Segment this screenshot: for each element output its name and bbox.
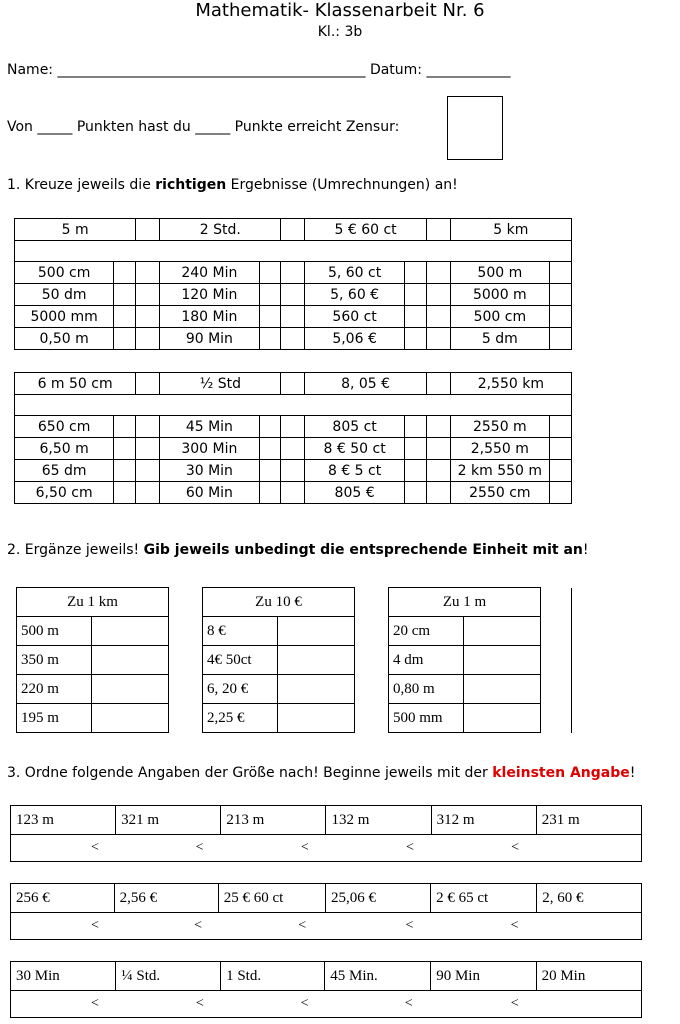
task3-value-cell: 132 m [326, 806, 431, 835]
less-than-sign: < [510, 918, 519, 933]
task2-given-value: 4€ 50ct [203, 646, 278, 675]
column-gap [355, 675, 389, 704]
task2-header-cell: Zu 1 km [17, 588, 169, 617]
task2-answer-cell[interactable] [278, 646, 355, 675]
column-gap [541, 704, 572, 733]
task1-value-cell: 2,550 m [450, 438, 549, 460]
task1-row [15, 284, 572, 306]
task3-value-cell: 312 m [431, 806, 536, 835]
column-gap [281, 416, 305, 438]
task3-answer-cell[interactable] [221, 991, 325, 1018]
task1-value-cell: 50 dm [15, 284, 114, 306]
column-gap [169, 588, 203, 617]
task1-value-cell: 500 cm [15, 262, 114, 284]
column-gap [281, 328, 305, 350]
task2-answer-cell[interactable] [464, 675, 541, 704]
checkbox-cell[interactable] [549, 482, 571, 504]
task1-row [15, 438, 572, 460]
checkbox-cell[interactable] [404, 460, 426, 482]
task3-value-cell: 2,56 € [114, 884, 218, 913]
task3-answer-cell[interactable] [431, 835, 536, 862]
task1-table-2 [14, 372, 572, 504]
checkbox-cell[interactable] [259, 306, 281, 328]
date-label: Datum: [369, 62, 423, 78]
checkbox-cell[interactable] [114, 328, 136, 350]
less-than-sign: < [404, 996, 413, 1011]
task3-answer-cell[interactable] [431, 913, 537, 940]
task1-row [15, 328, 572, 350]
checkbox-cell[interactable] [114, 438, 136, 460]
task2-instruction: 2. Ergänze jeweils! Gib jeweils unbedingt die entsprechende Einheit mit an! [7, 542, 589, 558]
checkbox-cell[interactable] [259, 460, 281, 482]
task2-answer-cell[interactable] [278, 675, 355, 704]
task3-answer-row [11, 991, 642, 1018]
less-than-sign: < [405, 840, 414, 855]
column-gap [136, 219, 160, 241]
task2-answer-cell[interactable] [464, 646, 541, 675]
task1-value-cell: 180 Min [160, 306, 259, 328]
task1-header-cell: 5 km [450, 219, 571, 241]
name-label: Name: [7, 62, 54, 78]
task1-value-cell: 5, 60 € [305, 284, 404, 306]
task3-answer-cell[interactable] [326, 835, 431, 862]
less-than-sign: < [91, 996, 99, 1011]
task1-value-cell: 0,50 m [15, 328, 114, 350]
column-gap [136, 306, 160, 328]
task1-header-cell: 5 m [15, 219, 136, 241]
task1-value-cell: 2550 m [450, 416, 549, 438]
task1-table-1 [14, 218, 572, 350]
task2-answer-cell[interactable] [464, 704, 541, 733]
column-gap [281, 438, 305, 460]
task3-answer-cell[interactable] [218, 913, 325, 940]
task1-value-cell: 240 Min [160, 262, 259, 284]
checkbox-cell[interactable] [549, 460, 571, 482]
task1-value-cell: 30 Min [160, 460, 259, 482]
less-than-sign: < [195, 840, 204, 855]
less-than-sign: < [91, 840, 99, 855]
column-gap [169, 617, 203, 646]
task2-answer-cell[interactable] [92, 646, 169, 675]
task1-header-cell: 2 Std. [160, 219, 281, 241]
column-gap [355, 617, 389, 646]
checkbox-cell[interactable] [114, 482, 136, 504]
task3-answer-cell[interactable] [11, 913, 115, 940]
task2-given-value: 4 dm [389, 646, 464, 675]
column-gap [355, 588, 389, 617]
task1-value-cell: 560 ct [305, 306, 404, 328]
grade-box[interactable] [447, 96, 503, 160]
task1-value-cell: 2550 cm [450, 482, 549, 504]
task2-table [16, 587, 572, 733]
less-than-sign: < [195, 996, 204, 1011]
task1-value-cell: 805 € [305, 482, 404, 504]
checkbox-cell[interactable] [259, 416, 281, 438]
task1-header-cell: ½ Std [160, 373, 281, 395]
column-gap [136, 416, 160, 438]
task1-value-cell: 8 € 50 ct [305, 438, 404, 460]
task1-value-cell: 65 dm [15, 460, 114, 482]
task1-row [15, 482, 572, 504]
column-gap [426, 306, 450, 328]
checkbox-cell[interactable] [114, 460, 136, 482]
worksheet-title: Mathematik- Klassenarbeit Nr. 6 [195, 0, 485, 21]
column-gap [426, 416, 450, 438]
task2-given-value: 2,25 € [203, 704, 278, 733]
task1-row [15, 262, 572, 284]
task2-header-cell: Zu 10 € [203, 588, 355, 617]
column-gap [136, 438, 160, 460]
task3-answer-cell[interactable] [537, 913, 642, 940]
checkbox-cell[interactable] [404, 416, 426, 438]
task3-value-cell: 321 m [116, 806, 221, 835]
checkbox-cell[interactable] [404, 482, 426, 504]
task3-answer-cell[interactable] [325, 991, 431, 1018]
task1-value-cell: 6,50 cm [15, 482, 114, 504]
task1-value-cell: 45 Min [160, 416, 259, 438]
task2-row [17, 704, 572, 733]
checkbox-cell[interactable] [549, 262, 571, 284]
task3-value-cell: 2, 60 € [537, 884, 642, 913]
task3-answer-cell[interactable] [325, 913, 430, 940]
column-gap [136, 328, 160, 350]
checkbox-cell[interactable] [404, 284, 426, 306]
task2-given-value: 8 € [203, 617, 278, 646]
task1-row [15, 416, 572, 438]
spacer-cell [15, 241, 572, 262]
column-gap [426, 373, 450, 395]
task3-values-row [11, 806, 642, 835]
task1-value-cell: 805 ct [305, 416, 404, 438]
checkbox-cell[interactable] [404, 262, 426, 284]
checkbox-cell[interactable] [259, 284, 281, 306]
task3-value-cell: 231 m [536, 806, 641, 835]
column-gap [281, 219, 305, 241]
checkbox-cell[interactable] [259, 482, 281, 504]
task1-value-cell: 8 € 5 ct [305, 460, 404, 482]
checkbox-cell[interactable] [404, 328, 426, 350]
task2-given-value: 500 m [17, 617, 92, 646]
checkbox-cell[interactable] [549, 438, 571, 460]
task1-value-cell: 60 Min [160, 482, 259, 504]
column-gap [281, 262, 305, 284]
task1-value-cell: 90 Min [160, 328, 259, 350]
column-gap [426, 284, 450, 306]
column-gap [355, 704, 389, 733]
checkbox-cell[interactable] [259, 262, 281, 284]
task2-given-value: 195 m [17, 704, 92, 733]
less-than-sign: < [300, 840, 309, 855]
column-gap [426, 460, 450, 482]
task3-value-cell: 2 € 65 ct [431, 884, 537, 913]
task3-answer-cell[interactable] [221, 835, 326, 862]
task2-given-value: 350 m [17, 646, 92, 675]
task1-row [15, 460, 572, 482]
task2-row [17, 646, 572, 675]
task3-table-1 [10, 805, 642, 862]
task1-value-cell: 500 m [450, 262, 549, 284]
task1-value-cell: 120 Min [160, 284, 259, 306]
task2-given-value: 0,80 m [389, 675, 464, 704]
task3-answer-cell[interactable] [11, 835, 116, 862]
task3-answer-cell[interactable] [536, 835, 641, 862]
task1-value-cell: 5,06 € [305, 328, 404, 350]
column-gap [426, 438, 450, 460]
task1-value-cell: 500 cm [450, 306, 549, 328]
column-gap [281, 482, 305, 504]
task3-instruction: 3. Ordne folgende Angaben der Größe nach! Beginne jeweils mit der kleinsten Angabe! [7, 765, 636, 781]
checkbox-cell[interactable] [404, 306, 426, 328]
task3-value-cell: 25,06 € [325, 884, 430, 913]
task1-header-row [15, 219, 572, 241]
task1-value-cell: 5 dm [450, 328, 549, 350]
column-gap [281, 460, 305, 482]
task3-table-2 [10, 883, 642, 940]
less-than-sign: < [194, 918, 203, 933]
column-gap [136, 482, 160, 504]
task3-value-cell: ¼ Std. [116, 962, 221, 991]
task1-value-cell: 5000 mm [15, 306, 114, 328]
task3-table-3 [10, 961, 642, 1018]
column-gap [541, 588, 572, 617]
task1-header-cell: 2,550 km [450, 373, 571, 395]
column-gap [426, 328, 450, 350]
task2-answer-cell[interactable] [92, 675, 169, 704]
task3-value-cell: 256 € [11, 884, 115, 913]
column-gap [169, 646, 203, 675]
task2-answer-cell[interactable] [278, 704, 355, 733]
column-gap [426, 262, 450, 284]
column-gap [426, 482, 450, 504]
column-gap [281, 306, 305, 328]
task3-answer-cell[interactable] [114, 913, 218, 940]
column-gap [136, 284, 160, 306]
checkbox-cell[interactable] [549, 306, 571, 328]
task2-row [17, 617, 572, 646]
task1-value-cell: 2 km 550 m [450, 460, 549, 482]
task1-value-cell: 5000 m [450, 284, 549, 306]
task3-answer-row [11, 913, 642, 940]
task1-instruction: 1. Kreuze jeweils die richtigen Ergebnisse (Umrechnungen) an! [7, 177, 458, 193]
task2-header-row [17, 588, 572, 617]
task3-value-cell: 90 Min [431, 962, 536, 991]
task2-answer-cell[interactable] [278, 617, 355, 646]
task3-values-row [11, 962, 642, 991]
task2-given-value: 500 mm [389, 704, 464, 733]
checkbox-cell[interactable] [549, 328, 571, 350]
column-gap [541, 646, 572, 675]
task1-value-cell: 5, 60 ct [305, 262, 404, 284]
task3-answer-cell[interactable] [11, 991, 116, 1018]
task1-header-row [15, 373, 572, 395]
checkbox-cell[interactable] [549, 416, 571, 438]
task1-value-cell: 6,50 m [15, 438, 114, 460]
task1-spacer-row [15, 241, 572, 262]
column-gap [541, 675, 572, 704]
column-gap [355, 646, 389, 675]
less-than-sign: < [298, 918, 307, 933]
task3-value-cell: 213 m [221, 806, 326, 835]
task3-answer-row [11, 835, 642, 862]
column-gap [136, 262, 160, 284]
task1-value-cell: 650 cm [15, 416, 114, 438]
task2-answer-cell[interactable] [92, 617, 169, 646]
task1-value-cell: 300 Min [160, 438, 259, 460]
checkbox-cell[interactable] [114, 262, 136, 284]
task2-row [17, 675, 572, 704]
checkbox-cell[interactable] [549, 284, 571, 306]
task1-header-cell: 8, 05 € [305, 373, 426, 395]
task3-answer-cell[interactable] [116, 835, 221, 862]
column-gap [136, 460, 160, 482]
column-gap [136, 373, 160, 395]
task3-answer-cell[interactable] [431, 991, 536, 1018]
checkbox-cell[interactable] [259, 438, 281, 460]
checkbox-cell[interactable] [259, 328, 281, 350]
spacer-cell [15, 395, 572, 416]
points-line: Von _____ Punkten hast du _____ Punkte erreicht Zensur: [7, 119, 400, 135]
task2-given-value: 20 cm [389, 617, 464, 646]
task3-value-cell: 20 Min [536, 962, 641, 991]
class-label: Kl.: 3b [317, 24, 363, 40]
task1-header-cell: 5 € 60 ct [305, 219, 426, 241]
task2-given-value: 220 m [17, 675, 92, 704]
task3-value-cell: 45 Min. [325, 962, 431, 991]
less-than-sign: < [405, 918, 414, 933]
task2-answer-cell[interactable] [92, 704, 169, 733]
less-than-sign: < [510, 996, 519, 1011]
task1-row [15, 306, 572, 328]
task3-answer-cell[interactable] [116, 991, 221, 1018]
task3-value-cell: 123 m [11, 806, 116, 835]
task1-header-cell: 6 m 50 cm [15, 373, 136, 395]
date-line[interactable]: ____________ [426, 62, 511, 78]
name-row [7, 62, 510, 78]
checkbox-cell[interactable] [114, 284, 136, 306]
column-gap [169, 704, 203, 733]
less-than-sign: < [300, 996, 309, 1011]
task3-value-cell: 25 € 60 ct [218, 884, 325, 913]
less-than-sign: < [511, 840, 520, 855]
task2-given-value: 6, 20 € [203, 675, 278, 704]
task1-spacer-row [15, 395, 572, 416]
task3-value-cell: 1 Std. [221, 962, 325, 991]
task3-value-cell: 30 Min [11, 962, 116, 991]
task3-values-row [11, 884, 642, 913]
column-gap [541, 617, 572, 646]
task2-answer-cell[interactable] [464, 617, 541, 646]
name-line[interactable]: ____________________________________________ [57, 62, 366, 78]
column-gap [281, 284, 305, 306]
column-gap [281, 373, 305, 395]
task2-header-cell: Zu 1 m [389, 588, 541, 617]
column-gap [169, 675, 203, 704]
checkbox-cell[interactable] [404, 438, 426, 460]
checkbox-cell[interactable] [114, 306, 136, 328]
task3-answer-cell[interactable] [536, 991, 641, 1018]
column-gap [426, 219, 450, 241]
less-than-sign: < [91, 918, 99, 933]
checkbox-cell[interactable] [114, 416, 136, 438]
